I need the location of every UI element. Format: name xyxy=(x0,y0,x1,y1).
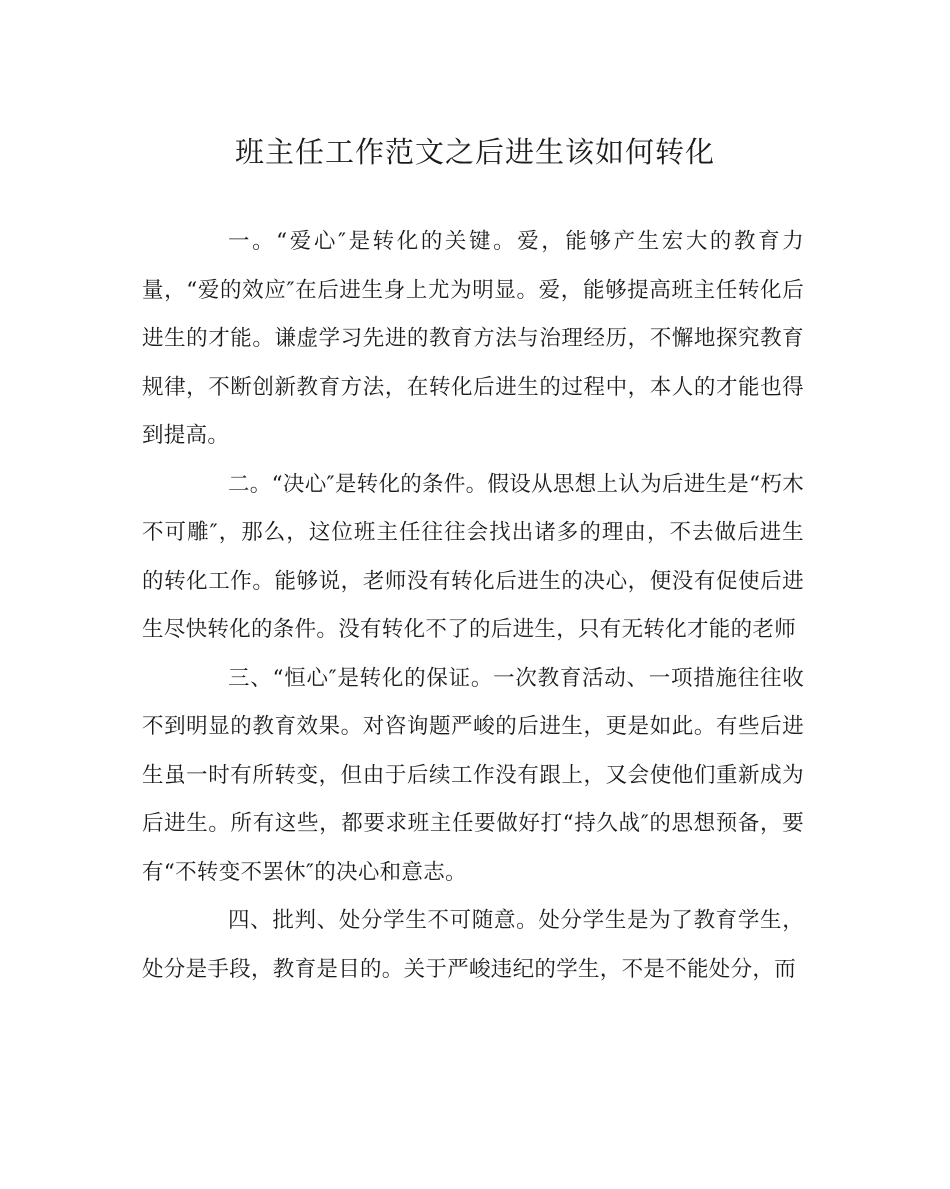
paragraph-3: 三、“恒心″是转化的保证。一次教育活动、一项措施往往收不到明显的教育效果。对咨询题严峻的后进生，更是如此。有些后进生虽一时有所转变，但由于后续工作没有跟上，又会使他们重新成为后进生。所有这些，都要求班主任要做好打“持久战″的思想预备，要有“不转变不罢休″的决心和意志。 xyxy=(142,665,804,885)
paragraph-2: 二。“决心″是转化的条件。假设从思想上认为后进生是“朽木不可雕″，那么，这位班主任往往会找出诸多的理由，不去做后进生的转化工作。能够说，老师没有转化后进生的决心，便没有促使后进生尽快转化的条件。没有转化不了的后进生，只有无转化才能的老师 xyxy=(142,471,804,642)
document-body xyxy=(142,218,804,994)
paragraph-1: 一。“爱心″是转化的关键。爱，能够产生宏大的教育力量，“爱的效应″在后进生身上尤为明显。爱，能够提高班主任转化后进生的才能。谦虚学习先进的教育方法与治理经历，不懈地探究教育规律，不断创新教育方法，在转化后进生的过程中，本人的才能也得到提高。 xyxy=(142,229,804,448)
paragraph-4: 四、批判、处分学生不可随意。处分学生是为了教育学生，处分是手段，教育是目的。关于严峻违纪的学生，不是不能处分，而 xyxy=(142,908,804,982)
document-title: 班主任工作范文之后进生该如何转化 xyxy=(234,135,715,169)
